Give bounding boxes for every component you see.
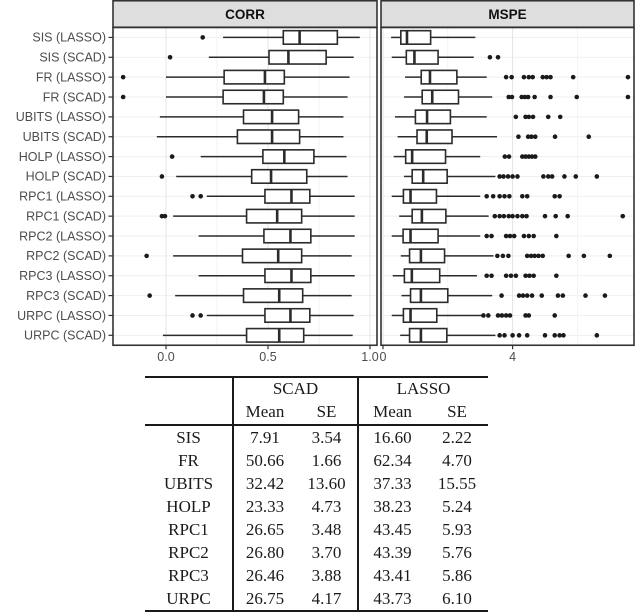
outlier-dot — [502, 214, 507, 219]
outlier-dot — [503, 154, 508, 159]
outlier-dot — [539, 293, 544, 298]
row-label: RPC1 — [168, 520, 209, 539]
outlier-dot — [484, 273, 489, 278]
table-corner-cell — [145, 400, 233, 425]
x-tick-label: 1.0 — [361, 350, 379, 364]
table-subheader-lasso-mean: Mean — [358, 400, 426, 425]
x-tick-label: 0 — [379, 350, 387, 364]
outlier-dot — [163, 214, 168, 219]
outlier-dot — [561, 333, 566, 338]
lasso-mean-value: 43.45 — [358, 518, 426, 541]
outlier-dot — [586, 134, 591, 139]
box-iqr — [401, 31, 431, 45]
outlier-dot — [562, 174, 567, 179]
y-axis-label-sis-scad: SIS (SCAD) — [39, 50, 106, 65]
outlier-dot — [508, 313, 513, 318]
outlier-dot — [168, 55, 173, 60]
outlier-dot — [552, 333, 557, 338]
outlier-dot — [527, 234, 532, 239]
outlier-dot — [521, 293, 526, 298]
outlier-dot — [510, 174, 515, 179]
outlier-dot — [527, 313, 532, 318]
box-iqr — [403, 309, 436, 323]
box-iqr — [415, 110, 450, 124]
scad-mean-value: 23.33 — [233, 495, 296, 518]
outlier-dot — [608, 254, 613, 259]
outlier-dot — [595, 333, 600, 338]
outlier-dot — [170, 154, 175, 159]
outlier-dot — [506, 174, 511, 179]
table-corner-cell — [145, 377, 233, 400]
row-label: RPC2 — [168, 543, 209, 562]
box-iqr — [410, 329, 447, 343]
lasso-se-value: 6.10 — [442, 589, 472, 608]
outlier-dot — [516, 134, 521, 139]
y-axis-label-rpc2-scad: RPC2 (SCAD) — [26, 249, 106, 264]
outlier-dot — [532, 95, 537, 100]
outlier-dot — [495, 254, 500, 259]
outlier-dot — [531, 115, 536, 120]
outlier-dot — [566, 254, 571, 259]
outlier-dot — [525, 194, 530, 199]
y-axis-label-holp-lasso: HOLP (LASSO) — [18, 149, 106, 164]
row-label: UBITS — [163, 474, 214, 493]
outlier-dot — [510, 95, 515, 100]
y-axis-label-urpc-lasso: URPC (LASSO) — [17, 308, 106, 323]
outlier-dot — [543, 214, 548, 219]
outlier-dot — [548, 75, 553, 80]
box-iqr — [410, 249, 445, 263]
x-tick-label: 4 — [509, 350, 517, 364]
table-row-rpc1 — [145, 518, 488, 541]
outlier-dot — [561, 293, 566, 298]
box-iqr — [247, 209, 302, 223]
outlier-dot — [488, 55, 493, 60]
outlier-dot — [582, 254, 587, 259]
scad-se-value: 3.48 — [311, 520, 342, 539]
outlier-dot — [626, 95, 631, 100]
scad-se-value: 3.54 — [311, 428, 342, 447]
lasso-se-value: 5.86 — [442, 566, 472, 585]
y-axis-label-rpc1-lasso: RPC1 (LASSO) — [19, 189, 106, 204]
facet-strip-title-corr: CORR — [225, 6, 265, 22]
table-row-sis — [145, 425, 488, 449]
outlier-dot — [548, 95, 553, 100]
outlier-dot — [484, 194, 489, 199]
summary-table-header — [145, 377, 488, 425]
box-iqr — [422, 90, 458, 104]
facet-panel-corr — [113, 1, 379, 364]
lasso-mean-value: 43.41 — [358, 564, 426, 587]
outlier-dot — [527, 115, 532, 120]
row-label: URPC — [166, 589, 211, 608]
outlier-dot — [144, 254, 149, 259]
y-axis-label-rpc3-lasso: RPC3 (LASSO) — [19, 269, 106, 284]
scad-se-value: 3.70 — [311, 543, 342, 562]
outlier-dot — [500, 313, 505, 318]
scad-se-value: 13.60 — [307, 474, 346, 493]
y-axis-label-rpc2-lasso: RPC2 (LASSO) — [19, 229, 106, 244]
lasso-mean-value: 43.39 — [358, 541, 426, 564]
outlier-dot — [484, 234, 489, 239]
outlier-dot — [160, 174, 165, 179]
row-label: RPC3 — [168, 566, 209, 585]
outlier-dot — [525, 333, 530, 338]
outlier-dot — [536, 254, 541, 259]
table-row-urpc — [145, 587, 488, 611]
box-iqr — [403, 229, 438, 243]
box-iqr — [404, 269, 439, 283]
table-subheader-scad-se: SE — [296, 400, 358, 425]
summary-table — [145, 376, 488, 612]
y-axis-label-rpc1-scad: RPC1 (SCAD) — [26, 209, 106, 224]
outlier-dot — [502, 194, 507, 199]
y-axis-label-sis-lasso: SIS (LASSO) — [32, 30, 106, 45]
outlier-dot — [525, 293, 530, 298]
outlier-dot — [515, 214, 520, 219]
box-iqr — [412, 170, 447, 184]
outlier-dot — [514, 273, 519, 278]
outlier-dot — [190, 313, 195, 318]
x-tick-label: 0.5 — [259, 350, 277, 364]
outlier-dot — [533, 154, 538, 159]
y-axis-label-ubits-lasso: UBITS (LASSO) — [15, 110, 106, 125]
outlier-dot — [554, 273, 559, 278]
outlier-dot — [198, 313, 203, 318]
table-group-header-scad: SCAD — [233, 377, 358, 400]
outlier-dot — [489, 273, 494, 278]
outlier-dot — [497, 214, 502, 219]
box-iqr — [283, 31, 337, 45]
outlier-dot — [499, 293, 504, 298]
scad-mean-value: 7.91 — [233, 425, 296, 449]
scad-se-value: 1.66 — [311, 451, 342, 470]
lasso-mean-value: 43.73 — [358, 587, 426, 611]
outlier-dot — [497, 194, 502, 199]
box-iqr — [264, 229, 311, 243]
outlier-dot — [121, 75, 126, 80]
box-iqr — [417, 130, 452, 144]
outlier-dot — [557, 194, 562, 199]
table-row-holp — [145, 495, 488, 518]
lasso-mean-value: 16.60 — [358, 425, 426, 449]
outlier-dot — [520, 214, 525, 219]
outlier-dot — [558, 115, 563, 120]
box-iqr — [265, 309, 310, 323]
lasso-se-value: 5.93 — [442, 520, 472, 539]
box-iqr — [224, 70, 284, 84]
outlier-dot — [552, 313, 557, 318]
facet-panel-mspe — [380, 1, 634, 364]
lasso-mean-value: 62.34 — [358, 449, 426, 472]
outlier-dot — [200, 35, 205, 40]
outlier-dot — [553, 214, 558, 219]
outlier-dot — [515, 174, 520, 179]
lasso-se-value: 4.70 — [442, 451, 472, 470]
box-iqr — [412, 209, 446, 223]
outlier-dot — [507, 154, 512, 159]
outlier-dot — [504, 273, 509, 278]
facet-strip-title-mspe: MSPE — [488, 6, 527, 22]
outlier-dot — [530, 75, 535, 80]
table-row-fr — [145, 449, 488, 472]
box-iqr — [421, 70, 457, 84]
outlier-dot — [533, 134, 538, 139]
outlier-dot — [573, 174, 578, 179]
scad-se-value: 4.73 — [311, 497, 342, 516]
outlier-dot — [491, 194, 496, 199]
outlier-dot — [626, 75, 631, 80]
outlier-dot — [520, 194, 525, 199]
outlier-dot — [540, 254, 545, 259]
scad-se-value: 4.17 — [311, 589, 342, 608]
y-axis-label-fr-scad: FR (SCAD) — [42, 90, 106, 105]
outlier-dot — [583, 293, 588, 298]
outlier-dot — [522, 75, 527, 80]
outlier-dot — [531, 273, 536, 278]
outlier-dot — [556, 293, 561, 298]
y-axis-label-holp-scad: HOLP (SCAD) — [25, 169, 106, 184]
outlier-dot — [190, 194, 195, 199]
scad-mean-value: 32.42 — [233, 472, 296, 495]
outlier-dot — [510, 333, 515, 338]
box-iqr — [244, 289, 303, 303]
table-row-ubits — [145, 472, 488, 495]
row-label: SIS — [176, 428, 201, 447]
outlier-dot — [527, 273, 532, 278]
outlier-dot — [595, 174, 600, 179]
box-iqr — [247, 329, 304, 343]
outlier-dot — [509, 75, 514, 80]
outlier-dot — [489, 234, 494, 239]
box-iqr — [223, 90, 283, 104]
box-iqr — [243, 249, 302, 263]
outlier-dot — [531, 234, 536, 239]
lasso-se-value: 5.24 — [442, 497, 472, 516]
outlier-dot — [198, 194, 203, 199]
outlier-dot — [497, 333, 502, 338]
box-iqr — [237, 130, 299, 144]
outlier-dot — [504, 75, 509, 80]
outlier-dot — [502, 333, 507, 338]
box-iqr — [263, 150, 314, 164]
lasso-se-value: 2.22 — [442, 428, 472, 447]
outlier-dot — [620, 214, 625, 219]
box-iqr — [265, 269, 311, 283]
box-iqr — [406, 51, 438, 65]
lasso-se-value: 15.55 — [437, 474, 477, 493]
table-subheader-lasso-se: SE — [426, 400, 488, 425]
outlier-dot — [501, 254, 506, 259]
outlier-dot — [486, 313, 491, 318]
outlier-dot — [541, 174, 546, 179]
x-tick-label: 0.0 — [157, 350, 175, 364]
scad-se-value: 3.88 — [311, 566, 342, 585]
y-axis-label-urpc-scad: URPC (SCAD) — [24, 328, 106, 343]
outlier-dot — [552, 194, 557, 199]
outlier-dot — [530, 293, 535, 298]
y-axis-label-fr-lasso: FR (LASSO) — [35, 70, 106, 85]
outlier-dot — [496, 55, 501, 60]
scad-mean-value: 26.80 — [233, 541, 296, 564]
table-group-header-lasso: LASSO — [358, 377, 488, 400]
row-label: FR — [178, 451, 199, 470]
outlier-dot — [554, 234, 559, 239]
outlier-dot — [546, 115, 551, 120]
scad-mean-value: 50.66 — [233, 449, 296, 472]
outlier-dot — [522, 234, 527, 239]
box-iqr — [403, 190, 436, 204]
outlier-dot — [121, 95, 126, 100]
y-axis-label-rpc3-scad: RPC3 (SCAD) — [26, 288, 106, 303]
lasso-mean-value: 37.33 — [358, 472, 426, 495]
table-row-rpc3 — [145, 564, 488, 587]
outlier-dot — [506, 254, 511, 259]
box-iqr — [411, 289, 448, 303]
scad-mean-value: 26.75 — [233, 587, 296, 611]
summary-table-body — [145, 425, 488, 611]
outlier-dot — [508, 234, 513, 239]
outlier-dot — [565, 214, 570, 219]
outlier-dot — [603, 293, 608, 298]
box-iqr — [269, 51, 326, 65]
outlier-dot — [571, 75, 576, 80]
outlier-dot — [509, 273, 514, 278]
outlier-dot — [512, 234, 517, 239]
table-row-rpc2 — [145, 541, 488, 564]
outlier-dot — [492, 214, 497, 219]
scad-mean-value: 26.46 — [233, 564, 296, 587]
box-iqr — [265, 190, 310, 204]
y-axis-label-ubits-scad: UBITS (SCAD) — [22, 130, 106, 145]
scad-mean-value: 26.65 — [233, 518, 296, 541]
outlier-dot — [501, 174, 506, 179]
box-iqr — [252, 170, 307, 184]
outlier-dot — [481, 313, 486, 318]
outlier-dot — [517, 333, 522, 338]
outlier-dot — [543, 333, 548, 338]
outlier-dot — [507, 194, 512, 199]
outlier-dot — [550, 174, 555, 179]
outlier-dot — [524, 214, 529, 219]
row-label: HOLP — [166, 497, 211, 516]
lasso-se-value: 5.76 — [442, 543, 472, 562]
outlier-dot — [526, 95, 531, 100]
outlier-dot — [574, 95, 579, 100]
outlier-dot — [514, 115, 519, 120]
outlier-dot — [553, 134, 558, 139]
outlier-dot — [510, 214, 515, 219]
lasso-mean-value: 38.23 — [358, 495, 426, 518]
table-subheader-scad-mean: Mean — [233, 400, 296, 425]
outlier-dot — [147, 293, 152, 298]
